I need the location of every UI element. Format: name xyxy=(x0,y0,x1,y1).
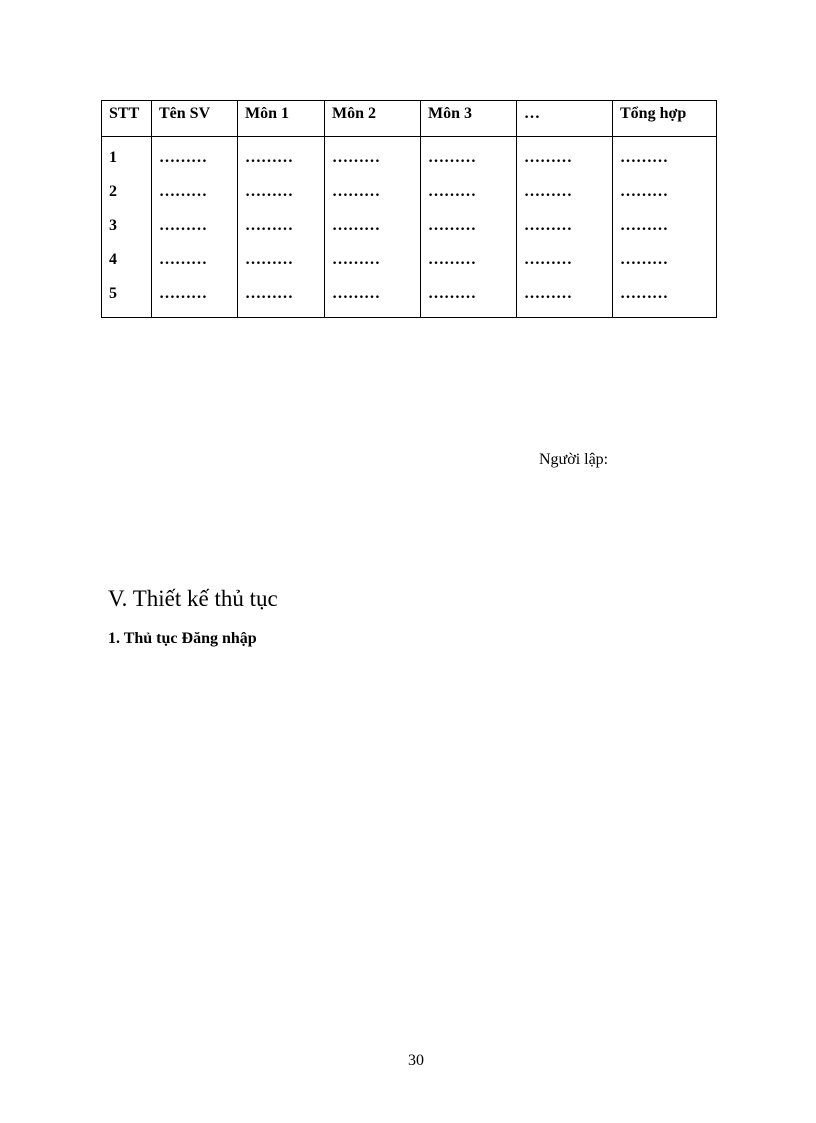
table-cell: ……… xyxy=(238,175,325,209)
table-cell: ……… xyxy=(421,137,517,176)
table-cell: ……… xyxy=(517,277,613,318)
header-ellipsis: … xyxy=(517,101,613,137)
table-cell: ……… xyxy=(613,277,717,318)
table-cell: ……… xyxy=(517,175,613,209)
table-cell: ……… xyxy=(613,209,717,243)
table-cell: ……… xyxy=(152,277,238,318)
table-cell: ……… xyxy=(613,175,717,209)
table-cell: ……… xyxy=(152,243,238,277)
table-cell: ……… xyxy=(152,137,238,176)
table-cell: ……… xyxy=(238,277,325,318)
table-cell: ……… xyxy=(325,209,421,243)
table-cell: ……… xyxy=(325,137,421,176)
table-cell: ……… xyxy=(421,243,517,277)
table-cell: ……… xyxy=(238,209,325,243)
table-row xyxy=(102,209,717,243)
table-row xyxy=(102,137,717,176)
header-total: Tổng hợp xyxy=(613,101,717,137)
header-stt: STT xyxy=(102,101,152,137)
table-header-row xyxy=(102,101,717,137)
header-student-name: Tên SV xyxy=(152,101,238,137)
table-cell: ……… xyxy=(517,137,613,176)
table-cell: ……… xyxy=(613,137,717,176)
table-cell: ……… xyxy=(517,243,613,277)
table-row xyxy=(102,277,717,318)
subsection-heading: 1. Thủ tục Đăng nhập xyxy=(108,630,257,647)
table-cell: ……… xyxy=(325,277,421,318)
section-heading: V. Thiết kế thủ tục xyxy=(108,586,278,611)
page-number: 30 xyxy=(408,1052,424,1069)
signer-label: Người lập: xyxy=(539,451,609,468)
header-subject-3: Môn 3 xyxy=(421,101,517,137)
table-cell: 4 xyxy=(102,243,152,277)
table-cell: ……… xyxy=(325,243,421,277)
score-table xyxy=(101,100,717,318)
table-cell: ……… xyxy=(421,209,517,243)
table-cell: ……… xyxy=(421,277,517,318)
header-subject-1: Môn 1 xyxy=(238,101,325,137)
table-cell: ……… xyxy=(517,209,613,243)
table-row xyxy=(102,175,717,209)
table-cell: ……… xyxy=(325,175,421,209)
header-subject-2: Môn 2 xyxy=(325,101,421,137)
table-cell: ……… xyxy=(238,243,325,277)
table-cell: ……… xyxy=(238,137,325,176)
table-row xyxy=(102,243,717,277)
table-cell: ……… xyxy=(421,175,517,209)
table-cell: ……… xyxy=(152,175,238,209)
table-cell: 3 xyxy=(102,209,152,243)
table-cell: 1 xyxy=(102,137,152,176)
table-cell: 2 xyxy=(102,175,152,209)
table-cell: 5 xyxy=(102,277,152,318)
table-cell: ……… xyxy=(613,243,717,277)
table-cell: ……… xyxy=(152,209,238,243)
